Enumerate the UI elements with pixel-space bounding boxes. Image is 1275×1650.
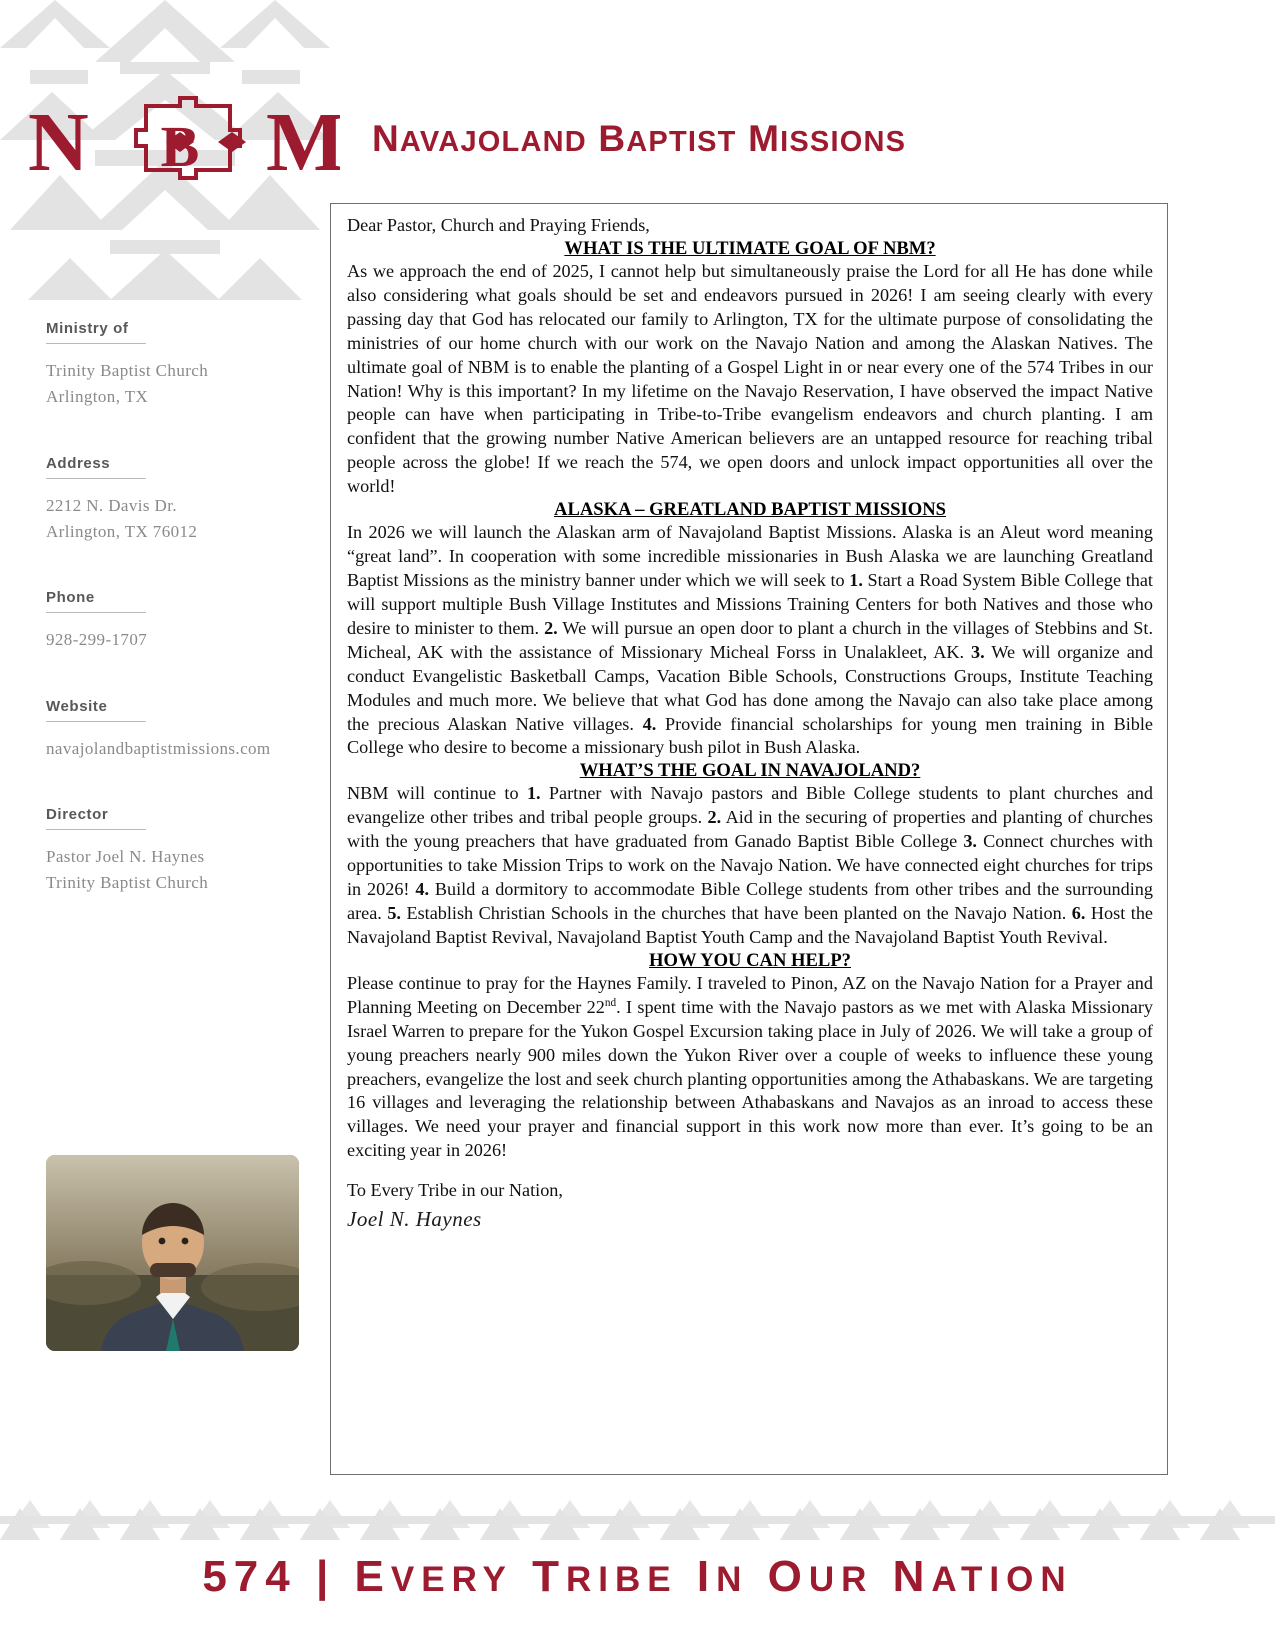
help-text-part-2: . I spent time with the Navajo pastors as we met with Alaska Missionary Israel Warren to prepare for the Yukon Gospel Excursion taking place in July of 2026. We will take a group of young preachers nearly 900 miles down the Yukon River over a couple of weeks to influence these young preachers, evangelize the lost and seek church planting opportunities among the Athabaskans. We are targeting 16 villages and leveraging the relationship between Athabaskans and Navajos as an inroad to access these villages. We need your prayer and financial support in this work now more than ever. It’s going to be an exciting year in 2026!: [347, 996, 1153, 1161]
alaska-item-1-number: 1.: [849, 569, 863, 590]
section-body-how-you-can-help: [347, 972, 1153, 1163]
divider: [46, 612, 146, 613]
sidebar-address-group: [46, 455, 331, 546]
alaska-item-3: We will organize and conduct Evangelistic Basketball Camps, Vacation Bible Schools, Constructions Groups, Institute Teaching Modules and much more. We believe that what God has done among the Navajo can also take place among the precious Alaskan Native villages.: [347, 641, 1153, 734]
footer-tagline-number: 574: [202, 1552, 297, 1601]
address-line-1: 2212 N. Davis Dr.: [46, 495, 177, 515]
footer-tagline-divider: |: [315, 1552, 336, 1601]
footer-navajo-pattern: [0, 1500, 1275, 1540]
section-heading-ultimate-goal: WHAT IS THE ULTIMATE GOAL OF NBM?: [564, 237, 936, 259]
org-title-word2: B: [598, 118, 627, 159]
address-line-2: Arlington, TX 76012: [46, 522, 198, 542]
website-label: Website: [46, 697, 108, 715]
nbm-logo: [28, 96, 340, 188]
section-body-ultimate-goal: As we approach the end of 2025, I cannot help but simultaneously praise the Lord for all He has done while also considering what goals should be set and endeavors pursued in 2026! I am seeing clearly with every passing day that God has relocated our family to Arlington, TX for the ultimate purpose of consolidating the ministries of our home church with our work on the Navajo Nation and among the Alaskan Natives. The ultimate goal of NBM is to enable the planting of a Gospel Light in or near every one of the 574 Tribes in our Nation! Why is this important? In my lifetime on the Navajo Reservation, I have observed the impact Native people can have when participating in Tribe-to-Tribe evangelism endeavors and church planting. I am confident that the growing number Native American believers are an untapped resource for reaching tribal people across the globe! If we reach the 574, we open doors and unlock impact opportunities all over the world!: [347, 260, 1153, 497]
navajoland-item-3-number: 3.: [963, 831, 977, 852]
sidebar-ministry-group: [46, 320, 331, 411]
alaska-item-2: We will pursue an open door to plant a church in the villages of Stebbins and St. Micheal, AK with the assistance of Missionary Micheal Forss in Unalakleet, AK.: [347, 617, 1154, 662]
phone-label: Phone: [46, 589, 95, 607]
address-label: Address: [46, 454, 111, 472]
section-heading-alaska: ALASKA – GREATLAND BAPTIST MISSIONS: [554, 499, 946, 521]
website-value[interactable]: navajolandbaptistmissions.com: [46, 738, 271, 758]
director-label: Director: [46, 806, 109, 824]
ministry-line-1: Trinity Baptist Church: [46, 361, 209, 380]
date-ordinal-suffix: nd: [604, 996, 617, 1009]
navajoland-item-6: Host the Navajoland Baptist Revival, Navajoland Baptist Youth Camp and the Navajoland Baptist Youth Revival.: [347, 902, 1153, 947]
alaska-item-2-number: 2.: [544, 617, 558, 638]
spacer: [347, 1163, 1153, 1179]
section-heading-how-you-can-help: HOW YOU CAN HELP?: [649, 949, 851, 971]
org-title-word3: M: [748, 118, 781, 159]
section-body-alaska: [347, 521, 1153, 760]
org-title-word2-rest: APTIST: [626, 126, 737, 158]
org-title-text: N: [372, 118, 400, 159]
closing-line: To Every Tribe in our Nation,: [347, 1180, 563, 1201]
signature: Joel N. Haynes: [347, 1207, 482, 1232]
section-heading-navajoland: WHAT’S THE GOAL IN NAVAJOLAND?: [579, 760, 921, 782]
divider: [46, 829, 146, 830]
letter-body: [330, 203, 1168, 1475]
sidebar-website-group: [46, 698, 331, 762]
alaska-item-4-number: 4.: [642, 713, 657, 734]
navajoland-item-1: Partner with Navajo pastors and Bible College students to plant churches and evangelize other tribes and tribal people groups.: [347, 783, 1153, 828]
director-portrait: [46, 1155, 299, 1351]
footer-tagline: [0, 1552, 1275, 1602]
divider: [46, 721, 146, 722]
sidebar-phone-group: [46, 589, 331, 653]
phone-value[interactable]: 928-299-1707: [46, 630, 148, 650]
ministry-label: Ministry of: [46, 320, 129, 337]
navajoland-item-4: Build a dormitory to accommodate Bible College students from other tribes and the surrounding area.: [347, 879, 1153, 923]
svg-text:M: M: [266, 96, 340, 188]
footer: [0, 1500, 1275, 1650]
help-text-part-1: Please continue to pray for the Haynes Family. I traveled to Pinon, AZ on the Navajo Nation for a Prayer and Planning Meeting on December 22: [347, 972, 1153, 1017]
director-line-1: Pastor Joel N. Haynes: [46, 847, 205, 867]
alaska-item-4: Provide financial scholarships for young men training in Bible College who desire to become a missionary bush pilot in Bush Alaska.: [347, 713, 1153, 758]
alaska-item-1: Start a Road System Bible College that will support multiple Bush Village Institutes and Missions Training Centers for both Natives and those who desire to minister to them.: [347, 569, 1153, 638]
sidebar-director-group: [46, 806, 331, 897]
organization-title: [372, 118, 906, 160]
sidebar: [46, 320, 331, 935]
ministry-line-2: Arlington, TX: [46, 387, 149, 407]
navajoland-item-2-number: 2.: [707, 807, 722, 828]
navajoland-item-5-number: 5.: [387, 902, 401, 923]
navajoland-item-1-number: 1.: [526, 783, 541, 804]
salutation: Dear Pastor, Church and Praying Friends,: [347, 215, 650, 235]
divider: [46, 343, 146, 344]
navajoland-item-2: Aid in the securing of properties and planting of churches with the young preachers that have graduated from Ganado Baptist Bible College: [347, 807, 1153, 852]
svg-text:N: N: [28, 96, 89, 188]
navajoland-item-3: Connect churches with opportunities to take Mission Trips to work on the Navajo Nation. We have connected eight churches for trips in 2026!: [347, 831, 1154, 900]
alaska-intro: In 2026 we will launch the Alaskan arm of Navajoland Baptist Missions. Alaska is an Aleut word meaning “great land”. In cooperation with some incredible missionaries in Bush Alaska we are launching Greatland Baptist Missions as the ministry banner under which we will seek to: [347, 522, 1153, 590]
org-title-word3-rest: ISSIONS: [780, 126, 907, 158]
navajoland-item-4-number: 4.: [415, 879, 430, 900]
svg-text:B: B: [160, 114, 200, 179]
footer-tagline-text: EVERY TRIBE IN OUR NATION: [354, 1552, 1073, 1601]
navajoland-intro: NBM will continue to: [347, 783, 527, 804]
director-line-2: Trinity Baptist Church: [46, 873, 209, 893]
logo-mark: [28, 96, 340, 188]
divider: [46, 478, 146, 479]
alaska-item-3-number: 3.: [971, 641, 985, 662]
navajoland-item-5: Establish Christian Schools in the churches that have been planted on the Navajo Nation.: [400, 902, 1072, 923]
navajoland-item-6-number: 6.: [1071, 902, 1086, 923]
org-title-text-rest: AVAJOLAND: [399, 126, 587, 158]
section-body-navajoland: [347, 782, 1153, 949]
